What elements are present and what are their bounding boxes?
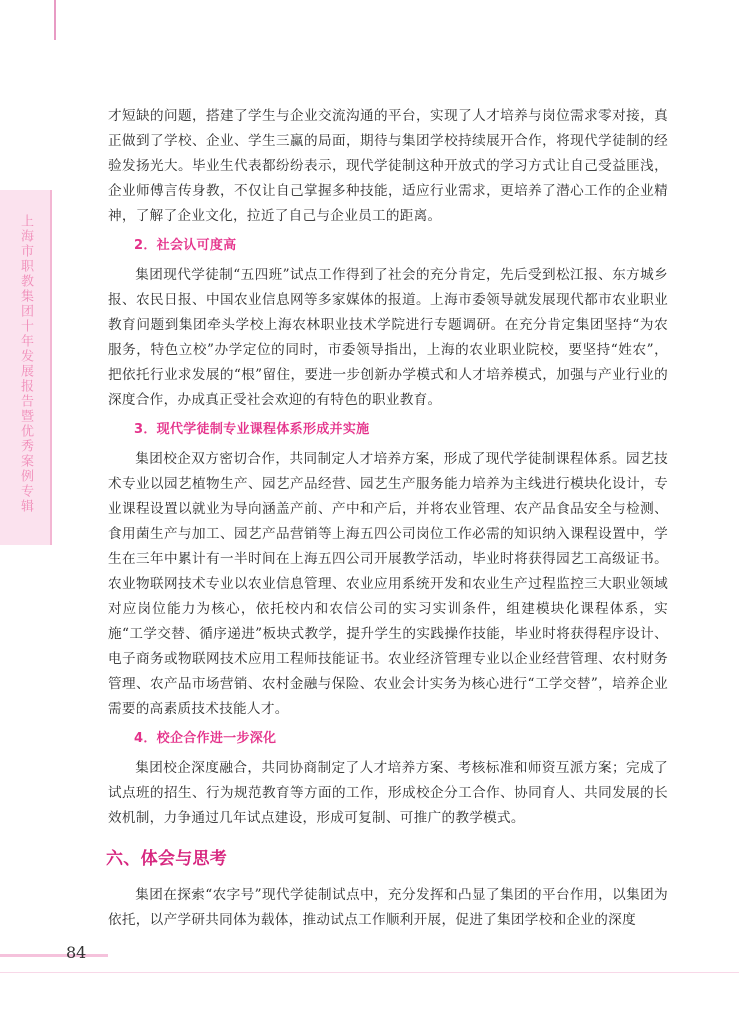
subheading-social-recognition: 2．社会认可度高	[134, 238, 237, 253]
paragraph-social-recognition: 集团现代学徒制“五四班”试点工作得到了社会的充分肯定，先后受到松江报、东方城乡报、农民日报、中国农业信息网等多家媒体的报道。上海市委领导就发展现代都市农业职业教育问题到集团牵头学校上海农林职业技术学院进行专题调研。在充分肯定集团坚持“为农服务，特色立校”办学定位的同时，市委领导指出，上海的农业职业院校，要坚持“姓农”，把依托行业求发展的“根”留住，要进一步创新办学模式和人才培养模式，加强与产业行业的深度合作，办成真正受社会欢迎的有特色的职业教育。	[108, 267, 668, 408]
top-margin-rule	[54, 0, 56, 40]
subheading-curriculum-system: 3．现代学徒制专业课程体系形成并实施	[134, 422, 370, 437]
intro-paragraph: 才短缺的问题，搭建了学生与企业交流沟通的平台，实现了人才培养与岗位需求零对接，真正做到了学校、企业、学生三赢的局面，期待与集团学校持续展开合作，将现代学徒制的经验发扬光大。毕业生代表都纷纷表示，现代学徒制这种开放式的学习方式让自己受益匪浅，企业师傅言传身教，不仅让自己掌握多种技能，适应行业需求，更培养了潜心工作的企业精神，了解了企业文化，拉近了自己与企业员工的距离。	[108, 108, 668, 224]
side-tab-title: 上海市职教集团十年发展报告暨优秀案例专辑	[18, 214, 33, 514]
footer-accent-rule	[0, 954, 108, 957]
page-number: 84	[66, 943, 87, 962]
chapter-heading-reflections: 六、体会与思考	[106, 849, 228, 869]
paragraph-curriculum-system: 集团校企双方密切合作，共同制定人才培养方案，形成了现代学徒制课程体系。园艺技术专业以园艺植物生产、园艺产品经营、园艺生产服务能力培养为主线进行模块化设计，专业课程设置以就业为导向涵盖产前、产中和产后，并将农业管理、农产品食品安全与检测、食用菌生产与加工、园艺产品营销等上海五四公司岗位工作必需的知识纳入课程设置中，学生在三年中累计有一半时间在上海五四公司开展教学活动，毕业时将获得园艺工高级证书。农业物联网技术专业以农业信息管理、农业应用系统开发和农业生产过程监控三大职业领域对应岗位能力为核心，依托校内和农信公司的实习实训条件，组建模块化课程体系，实施“工学交替、循序递进”板块式教学，提升学生的实践操作技能，毕业时将获得程序设计、电子商务或物联网技术应用工程师技能证书。农业经济管理专业以企业经营管理、农村财务管理、农产品市场营销、农村金融与保险、农业会计实务为核心进行“工学交替”，培养企业需要的高素质技术技能人才。	[108, 451, 668, 717]
subheading-school-enterprise-cooperation: 4．校企合作进一步深化	[134, 731, 277, 746]
page-body	[108, 104, 668, 933]
paragraph-school-enterprise-cooperation: 集团校企深度融合，共同协商制定了人才培养方案、考核标准和师资互派方案；完成了试点班的招生、行为规范教育等方面的工作，形成校企分工合作、协同育人、共同发展的长效机制，力争通过几年试点建设，形成可复制、可推广的教学模式。	[108, 760, 668, 826]
paragraph-reflections: 集团在探索“农字号”现代学徒制试点中，充分发挥和凸显了集团的平台作用，以集团为依托，以产学研共同体为载体，推动试点工作顺利开展，促进了集团学校和企业的深度	[108, 887, 668, 928]
footer-divider	[0, 972, 739, 973]
